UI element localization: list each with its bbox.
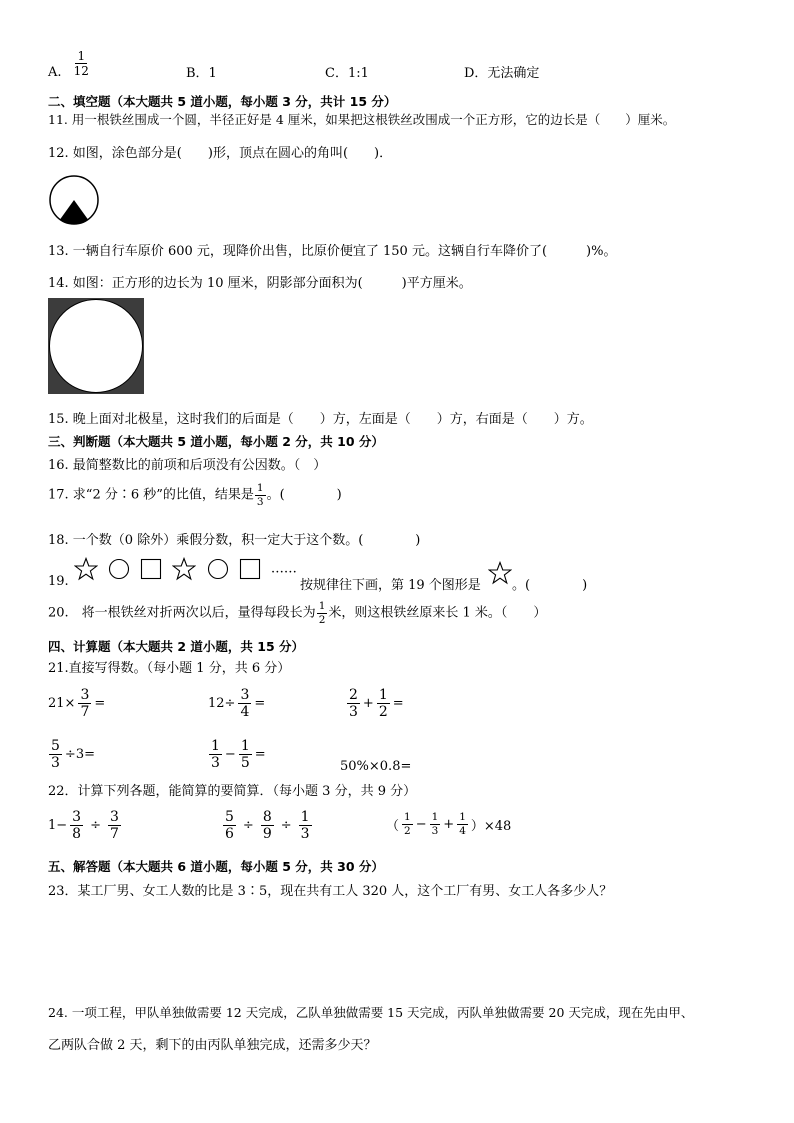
option-d: D．无法确定	[464, 66, 540, 81]
fraction-numerator: 3	[72, 809, 82, 825]
question-20-fraction	[317, 601, 328, 625]
fraction-numerator: 1	[256, 482, 264, 494]
expr-2	[208, 688, 265, 719]
option-a	[48, 49, 92, 86]
expr-text: =	[392, 696, 404, 711]
fraction-numerator: 5	[225, 809, 234, 825]
fraction	[78, 688, 91, 719]
question-16: 16. 最简整数比的前项和后项没有公因数。（ ）	[48, 458, 327, 473]
option-a-label: A.	[48, 65, 62, 80]
fraction-denominator: 9	[262, 826, 272, 842]
question-23: 23．某工厂男、女工人数的比是 3∶5，现在共有工人 320 人，这个工厂有男、女工人各多少人？	[48, 884, 613, 899]
fraction	[377, 688, 390, 719]
q10-options	[48, 50, 748, 86]
circle-icon	[207, 558, 229, 580]
question-20-text: 20. 将一根铁丝对折两次以后，量得每段长为	[48, 605, 316, 621]
fraction	[299, 810, 312, 841]
fraction-numerator: 1	[300, 809, 310, 825]
question-13: 13. 一辆自行车原价 600 元，现降价出售，比原价便宜了 150 元。这辆自行车降价了( )%。	[48, 244, 617, 259]
star-icon	[488, 561, 512, 585]
fraction	[261, 810, 274, 841]
ellipsis: ……	[270, 561, 297, 577]
expr-6: 50%×0.8=	[340, 759, 412, 774]
fraction-numerator: 5	[51, 738, 60, 754]
fraction-numerator: 1	[378, 687, 388, 703]
expr-5	[208, 739, 266, 770]
operator: +	[362, 696, 374, 711]
question-17	[48, 483, 342, 507]
fraction-numerator: 1	[77, 49, 86, 63]
fraction-denominator: 3	[211, 755, 220, 771]
fraction	[347, 688, 360, 719]
question-20	[48, 601, 546, 625]
fraction-denominator: 4	[240, 704, 250, 720]
square-icon	[239, 558, 261, 580]
question-19-tail: 。( )	[512, 578, 588, 593]
fraction-numerator: 3	[80, 687, 90, 703]
operator: +	[443, 816, 455, 832]
expr-text: ÷3=	[64, 747, 95, 762]
expr-text: 12÷	[208, 696, 236, 711]
fraction-denominator: 2	[404, 824, 411, 837]
section4-title: 四、计算题（本大题共 2 道小题，共 15 分）	[48, 639, 305, 654]
fraction-denominator: 3	[431, 824, 439, 837]
question-11: 11. 用一根铁丝围成一个圆，半径正好是 4 厘米，如果把这根铁丝改围成一个正方形，它的边长是（ ）厘米。	[48, 112, 676, 127]
operator: −	[224, 747, 236, 762]
square-circle-figure	[48, 298, 144, 394]
fraction-numerator: 1	[459, 811, 466, 823]
star-icon	[172, 557, 196, 581]
fraction-numerator: 1	[318, 600, 326, 612]
fraction-numerator: 1	[404, 811, 411, 823]
expr-3	[346, 688, 404, 719]
calc-1	[48, 810, 122, 841]
star-icon	[74, 557, 98, 581]
fraction	[108, 810, 121, 841]
expr-text: =	[254, 696, 266, 711]
fraction-numerator: 2	[349, 687, 358, 703]
question-12: 12. 如图，涂色部分是( )形，顶点在圆心的角叫( )．	[48, 146, 393, 161]
fraction-denominator: 4	[459, 824, 466, 837]
fraction-numerator: 1	[431, 811, 439, 823]
fraction	[430, 812, 441, 836]
fraction	[239, 739, 252, 770]
fraction-denominator: 3	[349, 704, 358, 720]
section3-title: 三、判断题（本大题共 5 道小题，每小题 2 分，共 10 分）	[48, 434, 384, 449]
section5-title: 五、解答题（本大题共 6 道小题，每小题 5 分，共 30 分）	[48, 859, 384, 874]
shape-sequence	[74, 557, 297, 581]
fraction-numerator: 8	[262, 809, 272, 825]
question-15: 15. 晚上面对北极星，这时我们的后面是（ ）方，左面是（ ）方，右面是（ ）方。	[48, 412, 593, 427]
square-icon	[140, 558, 162, 580]
fraction	[457, 812, 468, 836]
question-24-line2: 乙两队合做 2 天，剩下的由丙队单独完成，还需多少天？	[48, 1038, 377, 1053]
question-17-tail: 。( )	[266, 487, 342, 503]
question-19-number: 19.	[48, 574, 69, 589]
fraction-denominator: 3	[256, 495, 264, 508]
fraction-denominator: 3	[300, 826, 310, 842]
question-18: 18. 一个数（0 除外）乘假分数，积一定大于这个数。( )	[48, 533, 421, 548]
expr-text: ）×48	[470, 818, 512, 834]
operator: ÷	[280, 818, 292, 833]
fraction	[49, 739, 62, 770]
option-b: B．1	[186, 66, 217, 81]
sector-figure	[48, 174, 100, 226]
question-14: 14. 如图：正方形的边长为 10 厘米，阴影部分面积为( )平方厘米。	[48, 276, 472, 291]
expr-text: =	[94, 696, 106, 711]
question-21: 21.直接写得数。（每小题 1 分，共 6 分）	[48, 661, 291, 676]
question-22: 22．计算下列各题，能简算的要简算．（每小题 3 分，共 9 分）	[48, 784, 417, 799]
expr-4	[48, 739, 95, 770]
fraction	[402, 812, 413, 836]
operator: −	[415, 816, 427, 832]
fraction	[70, 810, 83, 841]
fraction-numerator: 3	[240, 687, 250, 703]
fraction	[238, 688, 251, 719]
expr-1	[48, 688, 105, 719]
operator: ÷	[90, 818, 101, 833]
circle-icon	[108, 558, 130, 580]
option-a-fraction	[72, 50, 91, 77]
calc-2	[222, 810, 313, 841]
question-20-tail: 米，则这根铁丝原来长 1 米。（ ）	[328, 605, 547, 621]
question-24-line1: 24. 一项工程，甲队单独做需要 12 天完成，乙队单独做需要 15 天完成，丙队单独做需要 20 天完成，现在先由甲、	[48, 1005, 694, 1020]
fraction-denominator: 8	[72, 826, 82, 842]
fraction	[223, 810, 236, 841]
question-17-text: 17. 求“2 分∶6 秒”的比值，结果是	[48, 487, 254, 503]
question-17-fraction	[255, 483, 266, 507]
question-19	[48, 557, 668, 591]
fraction-numerator: 1	[211, 738, 220, 754]
fraction-numerator: 3	[110, 809, 119, 825]
expr-text: （	[386, 818, 400, 834]
fraction	[209, 739, 222, 770]
fraction-denominator: 12	[73, 64, 89, 78]
expr-text: =	[254, 747, 266, 762]
fraction-denominator: 6	[225, 826, 234, 842]
fraction-denominator: 7	[80, 704, 90, 720]
option-c: C．1:1	[325, 66, 369, 81]
section2-title: 二、填空题（本大题共 5 道小题，每小题 3 分，共计 15 分）	[48, 94, 397, 109]
expr-text: 1−	[48, 818, 68, 833]
fraction-denominator: 2	[378, 704, 388, 720]
fraction-denominator: 7	[110, 826, 119, 842]
fraction-denominator: 2	[318, 613, 326, 626]
fraction-denominator: 3	[51, 755, 60, 771]
fraction-denominator: 5	[240, 755, 250, 771]
expr-text: 21×	[48, 696, 76, 711]
question-19-text: 按规律往下画，第 19 个图形是	[300, 578, 481, 593]
operator: ÷	[242, 818, 254, 833]
calc-3	[386, 812, 511, 836]
fraction-numerator: 1	[240, 738, 250, 754]
